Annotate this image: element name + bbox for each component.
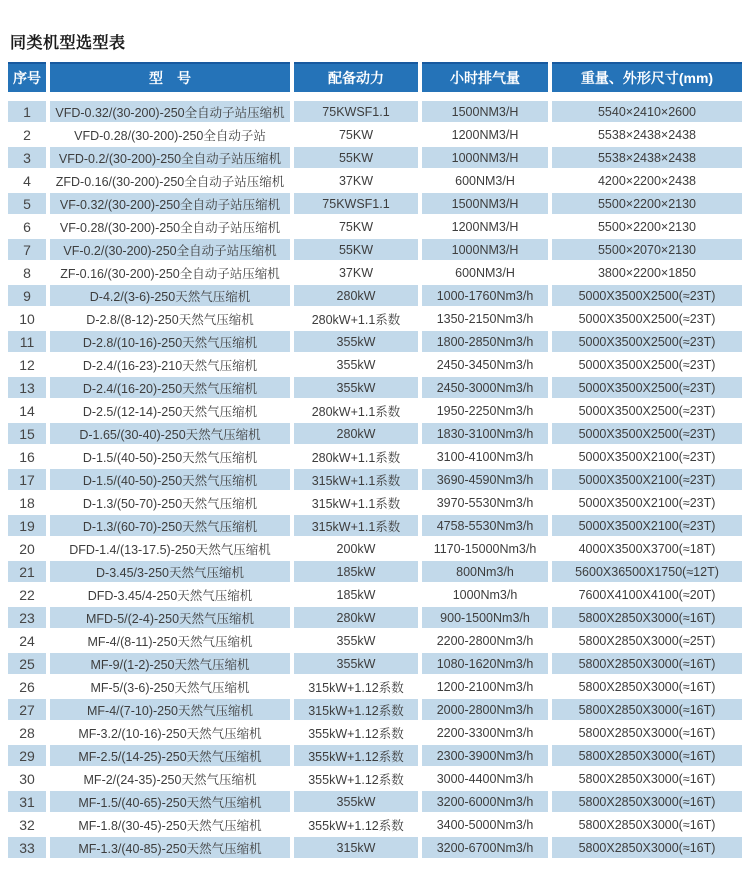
cell-dimensions: 5800X2850X3000(≈16T): [552, 768, 742, 789]
cell-no: 9: [8, 285, 46, 306]
cell-power: 355kW: [294, 630, 418, 651]
cell-displacement: 3100-4100Nm3/h: [422, 446, 548, 467]
cell-dimensions: 5000X3500X2100(≈23T): [552, 515, 742, 536]
cell-dimensions: 5000X3500X2500(≈23T): [552, 331, 742, 352]
cell-power: 55KW: [294, 147, 418, 168]
cell-displacement: 600NM3/H: [422, 262, 548, 283]
cell-displacement: 2300-3900Nm3/h: [422, 745, 548, 766]
cell-dimensions: 5800X2850X3000(≈16T): [552, 791, 742, 812]
cell-power: 355kW: [294, 354, 418, 375]
cell-power: 185kW: [294, 584, 418, 605]
cell-dimensions: 5800X2850X3000(≈16T): [552, 837, 742, 858]
cell-model: D-1.65/(30-40)-250天然气压缩机: [50, 423, 290, 444]
cell-power: 280kW+1.1系数: [294, 446, 418, 467]
table-row: [8, 423, 742, 444]
cell-no: 26: [8, 676, 46, 697]
table-row: [8, 216, 742, 237]
cell-dimensions: 4200×2200×2438: [552, 170, 742, 191]
cell-dimensions: 5000X3500X2100(≈23T): [552, 492, 742, 513]
cell-power: 75KWSF1.1: [294, 193, 418, 214]
cell-displacement: 3690-4590Nm3/h: [422, 469, 548, 490]
cell-dimensions: 5800X2850X3000(≈25T): [552, 630, 742, 651]
col-header-model: 型 号: [50, 62, 290, 92]
cell-dimensions: 5500×2070×2130: [552, 239, 742, 260]
cell-displacement: 1000NM3/H: [422, 147, 548, 168]
cell-power: 280kW: [294, 607, 418, 628]
cell-displacement: 1200NM3/H: [422, 124, 548, 145]
cell-no: 7: [8, 239, 46, 260]
cell-displacement: 1000NM3/H: [422, 239, 548, 260]
cell-power: 315kW+1.1系数: [294, 515, 418, 536]
cell-model: MF-1.3/(40-85)-250天然气压缩机: [50, 837, 290, 858]
cell-power: 55KW: [294, 239, 418, 260]
page-title: 同类机型选型表: [10, 35, 126, 52]
cell-power: 355kW+1.12系数: [294, 722, 418, 743]
cell-dimensions: 5800X2850X3000(≈16T): [552, 676, 742, 697]
cell-power: 280kW+1.1系数: [294, 308, 418, 329]
cell-no: 12: [8, 354, 46, 375]
cell-power: 355kW+1.12系数: [294, 814, 418, 835]
cell-model: MF-3.2/(10-16)-250天然气压缩机: [50, 722, 290, 743]
col-header-displacement: 小时排气量: [422, 62, 548, 92]
cell-displacement: 2200-3300Nm3/h: [422, 722, 548, 743]
cell-no: 14: [8, 400, 46, 421]
cell-model: MF-9/(1-2)-250天然气压缩机: [50, 653, 290, 674]
cell-no: 29: [8, 745, 46, 766]
cell-dimensions: 5800X2850X3000(≈16T): [552, 814, 742, 835]
cell-power: 315kW+1.1系数: [294, 492, 418, 513]
cell-no: 8: [8, 262, 46, 283]
cell-model: D-1.5/(40-50)-250天然气压缩机: [50, 446, 290, 467]
cell-no: 22: [8, 584, 46, 605]
cell-power: 355kW+1.12系数: [294, 768, 418, 789]
cell-model: MF-5/(3-6)-250天然气压缩机: [50, 676, 290, 697]
table-row: [8, 791, 742, 812]
cell-dimensions: 5000X3500X2100(≈23T): [552, 446, 742, 467]
cell-dimensions: 5500×2200×2130: [552, 216, 742, 237]
table-row: [8, 193, 742, 214]
cell-dimensions: 5538×2438×2438: [552, 147, 742, 168]
cell-power: 315kW+1.12系数: [294, 676, 418, 697]
cell-model: MF-4/(8-11)-250天然气压缩机: [50, 630, 290, 651]
cell-power: 355kW+1.12系数: [294, 745, 418, 766]
cell-no: 16: [8, 446, 46, 467]
cell-model: D-2.4/(16-20)-250天然气压缩机: [50, 377, 290, 398]
cell-dimensions: 5000X3500X2500(≈23T): [552, 354, 742, 375]
table-row: [8, 538, 742, 559]
cell-displacement: 1950-2250Nm3/h: [422, 400, 548, 421]
cell-displacement: 1830-3100Nm3/h: [422, 423, 548, 444]
cell-no: 2: [8, 124, 46, 145]
table-row: [8, 722, 742, 743]
cell-model: VFD-0.32/(30-200)-250全自动子站压缩机: [50, 101, 290, 122]
cell-displacement: 600NM3/H: [422, 170, 548, 191]
table-row: [8, 446, 742, 467]
cell-displacement: 800Nm3/h: [422, 561, 548, 582]
cell-model: VF-0.32/(30-200)-250全自动子站压缩机: [50, 193, 290, 214]
table-row: [8, 101, 742, 122]
cell-dimensions: 4000X3500X3700(≈18T): [552, 538, 742, 559]
cell-model: D-1.3/(50-70)-250天然气压缩机: [50, 492, 290, 513]
cell-model: MF-1.5/(40-65)-250天然气压缩机: [50, 791, 290, 812]
table-row: [8, 837, 742, 858]
cell-no: 27: [8, 699, 46, 720]
cell-displacement: 1200-2100Nm3/h: [422, 676, 548, 697]
cell-displacement: 3200-6000Nm3/h: [422, 791, 548, 812]
cell-power: 200kW: [294, 538, 418, 559]
cell-dimensions: 5000X3500X2500(≈23T): [552, 423, 742, 444]
cell-model: D-1.3/(60-70)-250天然气压缩机: [50, 515, 290, 536]
table-row: [8, 262, 742, 283]
cell-displacement: 1080-1620Nm3/h: [422, 653, 548, 674]
cell-no: 3: [8, 147, 46, 168]
table-row: [8, 147, 742, 168]
cell-model: D-2.8/(8-12)-250天然气压缩机: [50, 308, 290, 329]
cell-model: D-3.45/3-250天然气压缩机: [50, 561, 290, 582]
cell-displacement: 4758-5530Nm3/h: [422, 515, 548, 536]
table-row: [8, 768, 742, 789]
table-row: [8, 584, 742, 605]
table-row: [8, 561, 742, 582]
table-row: [8, 400, 742, 421]
cell-displacement: 1800-2850Nm3/h: [422, 331, 548, 352]
cell-model: VF-0.2/(30-200)-250全自动子站压缩机: [50, 239, 290, 260]
cell-displacement: 3400-5000Nm3/h: [422, 814, 548, 835]
cell-displacement: 3970-5530Nm3/h: [422, 492, 548, 513]
cell-model: VF-0.28/(30-200)-250全自动子站压缩机: [50, 216, 290, 237]
cell-displacement: 2450-3000Nm3/h: [422, 377, 548, 398]
cell-model: DFD-3.45/4-250天然气压缩机: [50, 584, 290, 605]
cell-dimensions: 5000X3500X2100(≈23T): [552, 469, 742, 490]
cell-power: 355kW: [294, 653, 418, 674]
table-row: [8, 124, 742, 145]
cell-dimensions: 5000X3500X2500(≈23T): [552, 400, 742, 421]
cell-no: 21: [8, 561, 46, 582]
col-header-no: 序号: [8, 62, 46, 92]
cell-no: 20: [8, 538, 46, 559]
table-row: [8, 515, 742, 536]
cell-displacement: 2450-3450Nm3/h: [422, 354, 548, 375]
cell-model: ZF-0.16/(30-200)-250全自动子站压缩机: [50, 262, 290, 283]
table-row: [8, 699, 742, 720]
cell-power: 37KW: [294, 262, 418, 283]
cell-displacement: 900-1500Nm3/h: [422, 607, 548, 628]
cell-power: 75KW: [294, 124, 418, 145]
cell-no: 1: [8, 101, 46, 122]
table-row: [8, 607, 742, 628]
cell-power: 280kW+1.1系数: [294, 400, 418, 421]
cell-no: 33: [8, 837, 46, 858]
table-body: [8, 101, 742, 858]
cell-displacement: 1350-2150Nm3/h: [422, 308, 548, 329]
cell-no: 30: [8, 768, 46, 789]
cell-dimensions: 5000X3500X2500(≈23T): [552, 377, 742, 398]
table-row: [8, 331, 742, 352]
cell-dimensions: 5800X2850X3000(≈16T): [552, 745, 742, 766]
cell-displacement: 1000Nm3/h: [422, 584, 548, 605]
cell-dimensions: 7600X4100X4100(≈20T): [552, 584, 742, 605]
cell-power: 355kW: [294, 331, 418, 352]
cell-model: D-1.5/(40-50)-250天然气压缩机: [50, 469, 290, 490]
table-row: [8, 377, 742, 398]
cell-no: 28: [8, 722, 46, 743]
cell-displacement: 1500NM3/H: [422, 101, 548, 122]
table-row: [8, 239, 742, 260]
cell-no: 32: [8, 814, 46, 835]
cell-model: D-2.5/(12-14)-250天然气压缩机: [50, 400, 290, 421]
cell-power: 315kW+1.1系数: [294, 469, 418, 490]
cell-power: 315kW+1.12系数: [294, 699, 418, 720]
cell-displacement: 3000-4400Nm3/h: [422, 768, 548, 789]
cell-no: 19: [8, 515, 46, 536]
cell-dimensions: 5800X2850X3000(≈16T): [552, 722, 742, 743]
col-header-dimensions: 重量、外形尺寸(mm): [552, 62, 742, 92]
cell-dimensions: 5500×2200×2130: [552, 193, 742, 214]
cell-power: 315kW: [294, 837, 418, 858]
cell-model: MF-1.8/(30-45)-250天然气压缩机: [50, 814, 290, 835]
cell-model: D-2.4/(16-23)-210天然气压缩机: [50, 354, 290, 375]
cell-power: 280kW: [294, 285, 418, 306]
cell-dimensions: 5000X3500X2500(≈23T): [552, 285, 742, 306]
cell-no: 18: [8, 492, 46, 513]
cell-displacement: 3200-6700Nm3/h: [422, 837, 548, 858]
cell-no: 24: [8, 630, 46, 651]
cell-power: 355kW: [294, 377, 418, 398]
cell-model: MF-2/(24-35)-250天然气压缩机: [50, 768, 290, 789]
cell-no: 23: [8, 607, 46, 628]
cell-power: 355kW: [294, 791, 418, 812]
table-row: [8, 170, 742, 191]
cell-displacement: 1000-1760Nm3/h: [422, 285, 548, 306]
cell-power: 75KW: [294, 216, 418, 237]
table-row: [8, 354, 742, 375]
cell-dimensions: 5538×2438×2438: [552, 124, 742, 145]
cell-power: 75KWSF1.1: [294, 101, 418, 122]
cell-model: MFD-5/(2-4)-250天然气压缩机: [50, 607, 290, 628]
cell-displacement: 2000-2800Nm3/h: [422, 699, 548, 720]
col-header-power: 配备动力: [294, 62, 418, 92]
cell-no: 17: [8, 469, 46, 490]
cell-power: 185kW: [294, 561, 418, 582]
cell-dimensions: 3800×2200×1850: [552, 262, 742, 283]
cell-displacement: 2200-2800Nm3/h: [422, 630, 548, 651]
table-row: [8, 308, 742, 329]
cell-displacement: 1500NM3/H: [422, 193, 548, 214]
cell-model: MF-4/(7-10)-250天然气压缩机: [50, 699, 290, 720]
cell-power: 280kW: [294, 423, 418, 444]
cell-no: 4: [8, 170, 46, 191]
cell-model: D-4.2/(3-6)-250天然气压缩机: [50, 285, 290, 306]
cell-no: 11: [8, 331, 46, 352]
cell-model: DFD-1.4/(13-17.5)-250天然气压缩机: [50, 538, 290, 559]
cell-dimensions: 5800X2850X3000(≈16T): [552, 699, 742, 720]
table-row: [8, 492, 742, 513]
cell-no: 25: [8, 653, 46, 674]
table-row: [8, 469, 742, 490]
table-header-row: [8, 62, 742, 92]
cell-no: 6: [8, 216, 46, 237]
cell-model: VFD-0.2/(30-200)-250全自动子站压缩机: [50, 147, 290, 168]
cell-no: 5: [8, 193, 46, 214]
cell-no: 31: [8, 791, 46, 812]
table-row: [8, 745, 742, 766]
cell-model: MF-2.5/(14-25)-250天然气压缩机: [50, 745, 290, 766]
cell-no: 13: [8, 377, 46, 398]
table-row: [8, 285, 742, 306]
cell-no: 10: [8, 308, 46, 329]
model-selection-table: [8, 62, 742, 860]
cell-dimensions: 5540×2410×2600: [552, 101, 742, 122]
cell-model: VFD-0.28/(30-200)-250全自动子站: [50, 124, 290, 145]
cell-displacement: 1170-15000Nm3/h: [422, 538, 548, 559]
table-row: [8, 630, 742, 651]
table-row: [8, 814, 742, 835]
cell-dimensions: 5000X3500X2500(≈23T): [552, 308, 742, 329]
cell-power: 37KW: [294, 170, 418, 191]
cell-model: ZFD-0.16/(30-200)-250全自动子站压缩机: [50, 170, 290, 191]
table-row: [8, 653, 742, 674]
cell-dimensions: 5800X2850X3000(≈16T): [552, 653, 742, 674]
table-row: [8, 676, 742, 697]
cell-no: 15: [8, 423, 46, 444]
cell-dimensions: 5800X2850X3000(≈16T): [552, 607, 742, 628]
cell-model: D-2.8/(10-16)-250天然气压缩机: [50, 331, 290, 352]
cell-dimensions: 5600X36500X1750(≈12T): [552, 561, 742, 582]
cell-displacement: 1200NM3/H: [422, 216, 548, 237]
